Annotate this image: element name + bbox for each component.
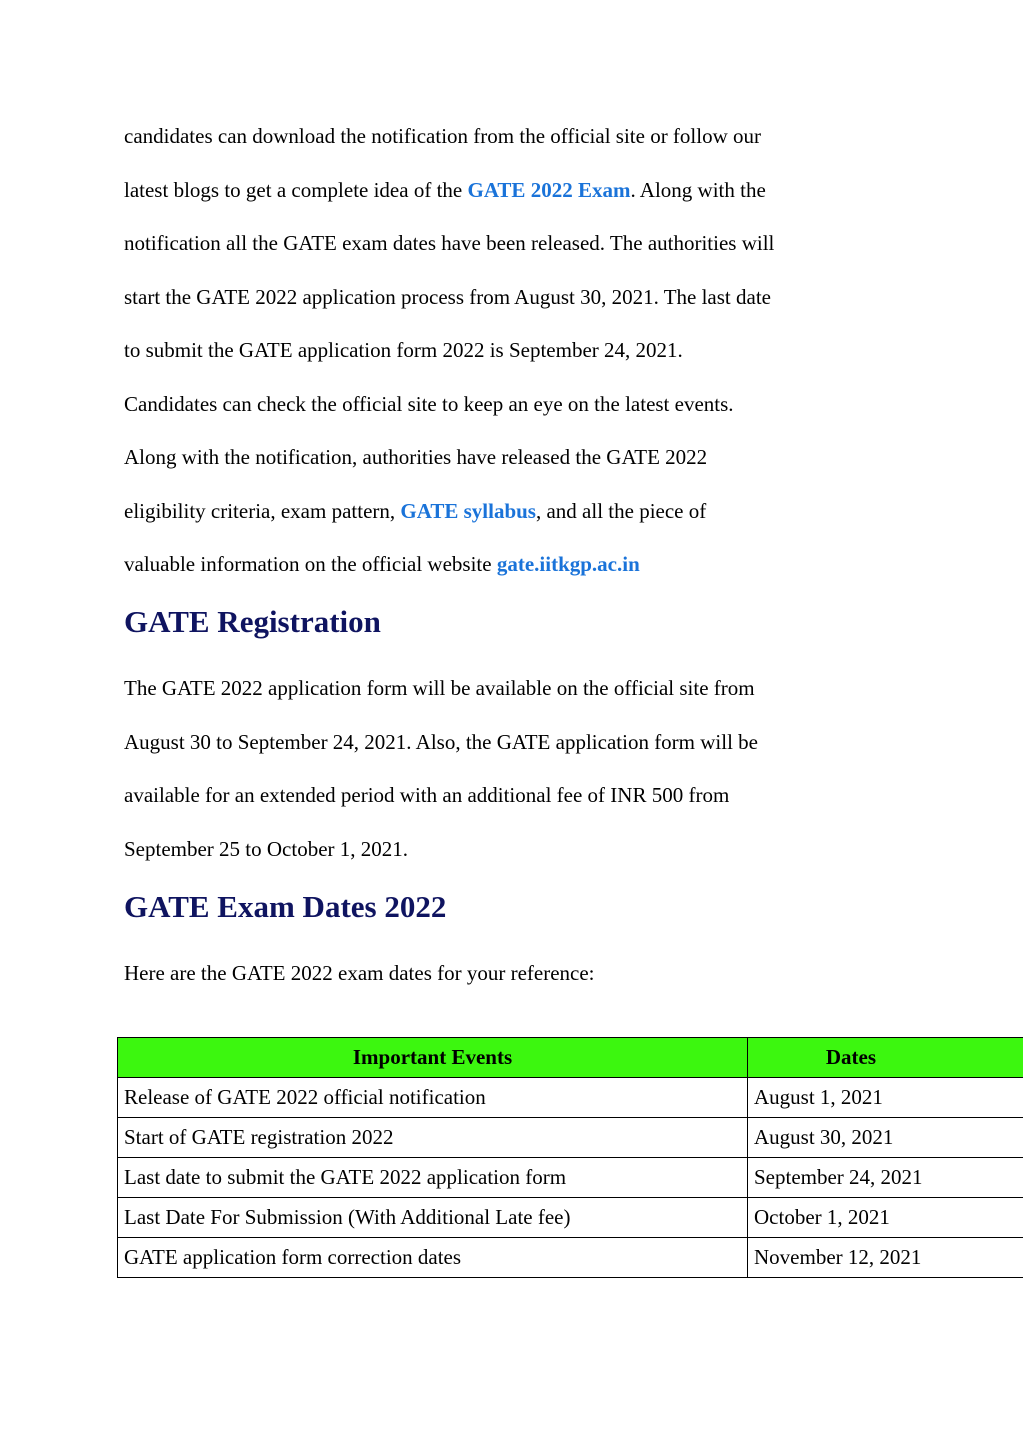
event-cell: Last date to submit the GATE 2022 application form [118, 1158, 748, 1198]
exam-dates-intro [124, 947, 944, 1001]
date-cell: September 24, 2021 [748, 1158, 1023, 1198]
date-cell: August 1, 2021 [748, 1078, 1023, 1118]
registration-paragraph [124, 662, 944, 876]
intro-line-2-tail: . Along with the [630, 177, 766, 202]
intro-line-5: to submit the GATE application form 2022 is September 24, 2021. [124, 338, 683, 362]
exam-dates-heading: GATE Exam Dates 2022 [124, 889, 447, 924]
intro-line-4: start the GATE 2022 application process from August 30, 2021. The last date [124, 284, 771, 309]
event-cell: Release of GATE 2022 official notification [118, 1078, 748, 1118]
intro-line-8 [124, 485, 944, 539]
column-header-events: Important Events [118, 1038, 748, 1078]
intro-line-8-text: eligibility criteria, exam pattern, [124, 498, 401, 523]
date-cell: August 30, 2021 [748, 1118, 1023, 1158]
registration-line-1: The GATE 2022 application form will be available on the official site from [124, 676, 755, 700]
intro-line-9 [124, 538, 944, 592]
date-cell: November 12, 2021 [748, 1238, 1023, 1278]
date-cell: October 1, 2021 [748, 1198, 1023, 1238]
intro-line-2-text: latest blogs to get a complete idea of the [124, 177, 468, 202]
event-cell: Start of GATE registration 2022 [118, 1118, 748, 1158]
intro-line-9-text: valuable information on the official website [124, 552, 497, 576]
table-row [118, 1198, 1023, 1238]
registration-line-4: September 25 to October 1, 2021. [124, 836, 409, 861]
intro-line-6: Candidates can check the official site to keep an eye on the latest events. [124, 391, 734, 416]
intro-line-1: candidates can download the notification from the official site or follow our [124, 124, 762, 148]
registration-heading: GATE Registration [124, 604, 381, 639]
exam-dates-intro-line: Here are the GATE 2022 exam dates for your reference: [124, 961, 595, 985]
event-cell: Last Date For Submission (With Additional Late fee) [118, 1198, 748, 1238]
registration-line-2: August 30 to September 24, 2021. Also, the GATE application form will be [124, 729, 758, 754]
official-website-link[interactable]: gate.iitkgp.ac.in [496, 552, 640, 576]
intro-line-7: Along with the notification, authorities have released the GATE 2022 [124, 445, 708, 469]
intro-line-8-tail: , and all the piece of [535, 498, 707, 523]
table-header-row [118, 1038, 1023, 1078]
column-header-dates: Dates [748, 1038, 1023, 1078]
registration-line-3: available for an extended period with an additional fee of INR 500 from [124, 783, 730, 807]
table-row [118, 1078, 1023, 1118]
exam-dates-table [117, 1037, 1023, 1278]
intro-line-2 [124, 164, 944, 218]
table-row [118, 1118, 1023, 1158]
table-row [118, 1158, 1023, 1198]
intro-line-3: notification all the GATE exam dates have been released. The authorities will [124, 231, 775, 255]
gate-2022-exam-link[interactable]: GATE 2022 Exam [467, 177, 631, 202]
intro-paragraph [124, 110, 944, 592]
table-row [118, 1238, 1023, 1278]
event-cell: GATE application form correction dates [118, 1238, 748, 1278]
gate-syllabus-link[interactable]: GATE syllabus [400, 498, 536, 523]
